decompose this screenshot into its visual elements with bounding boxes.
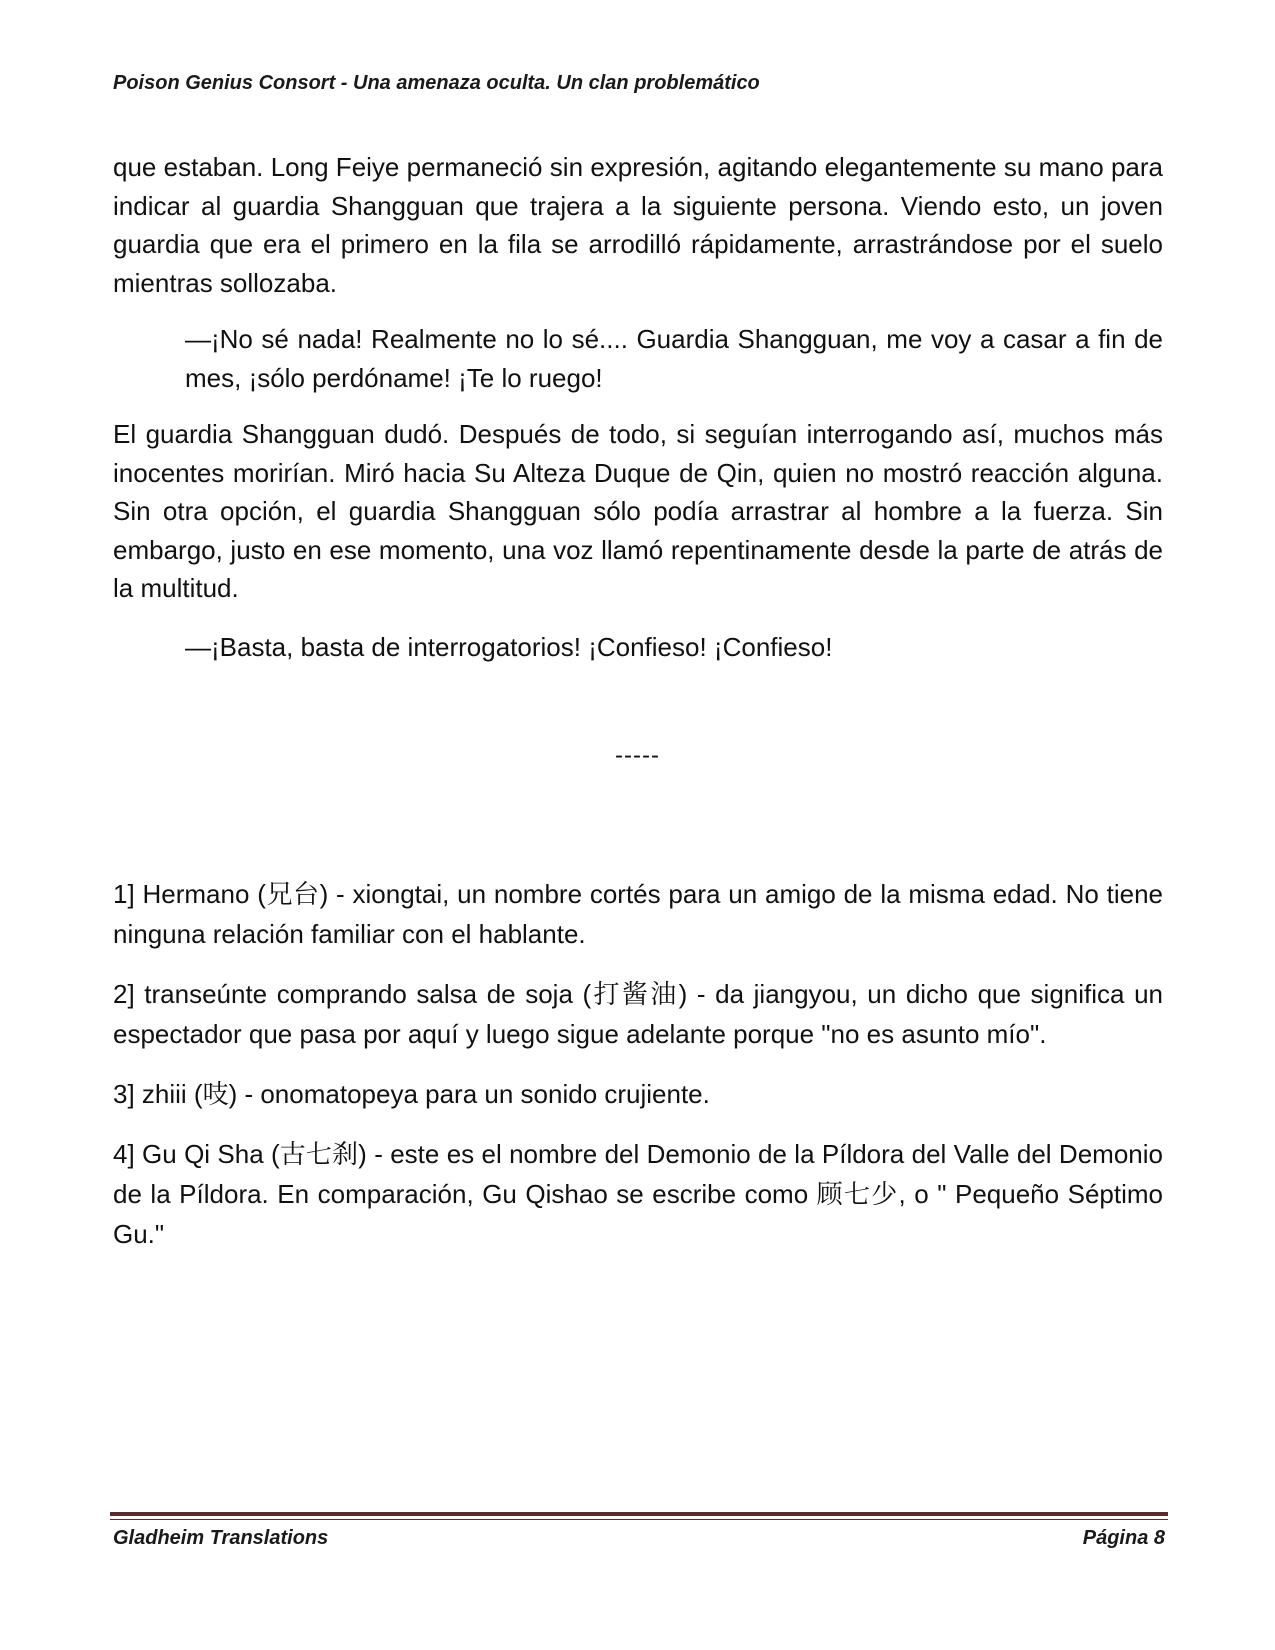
- translator-notes: [113, 874, 1163, 1274]
- section-separator: -----: [615, 742, 660, 769]
- body-text: [113, 148, 1163, 666]
- footnote: 1] Hermano (兄台) - xiongtai, un nombre cortés para un amigo de la misma edad. No tiene ninguna relación familiar con el hablante.: [113, 879, 1163, 949]
- footnote: 3] zhiii (吱) - onomatopeya para un sonido crujiente.: [113, 1079, 710, 1109]
- footnote: 4] Gu Qi Sha (古七刹) - este es el nombre del Demonio de la Píldora del Valle del Demonio de la Píldora. En comparación, Gu Qishao se escribe como 顾七少, o " Pequeño Séptimo Gu.": [113, 1139, 1163, 1249]
- running-header: Poison Genius Consort - Una amenaza oculta. Un clan problemático: [113, 72, 760, 94]
- footer-publisher: Gladheim Translations: [113, 1527, 329, 1549]
- footer-rule: [110, 1512, 1168, 1520]
- dialogue-line: —¡Basta, basta de interrogatorios! ¡Confieso! ¡Confieso!: [185, 631, 833, 662]
- footnote: 2] transeúnte comprando salsa de soja (打酱油) - da jiangyou, un dicho que significa un espectador que pasa por aquí y luego sigue adelante porque "no es asunto mío".: [113, 979, 1163, 1049]
- dialogue-line: —¡No sé nada! Realmente no lo sé.... Guardia Shangguan, me voy a casar a fin de mes, ¡sólo perdóname! ¡Te lo ruego!: [185, 324, 1163, 393]
- paragraph: El guardia Shangguan dudó. Después de todo, si seguían interrogando así, muchos más inocentes morirían. Miró hacia Su Alteza Duque de Qin, quien no mostró reacción alguna. Sin otra opción, el guardia Shangguan sólo podía arrastrar al hombre a la fuerza. Sin embargo, justo en ese momento, una voz llamó repentinamente desde la parte de atrás de la multitud.: [113, 419, 1163, 603]
- paragraph: que estaban. Long Feiye permaneció sin expresión, agitando elegantemente su mano para indicar al guardia Shangguan que trajera a la siguiente persona. Viendo esto, un joven guardia que era el primero en la fila se arrodilló rápidamente, arrastrándose por el suelo mientras sollozaba.: [113, 152, 1163, 298]
- page-number: Página 8: [1082, 1527, 1165, 1549]
